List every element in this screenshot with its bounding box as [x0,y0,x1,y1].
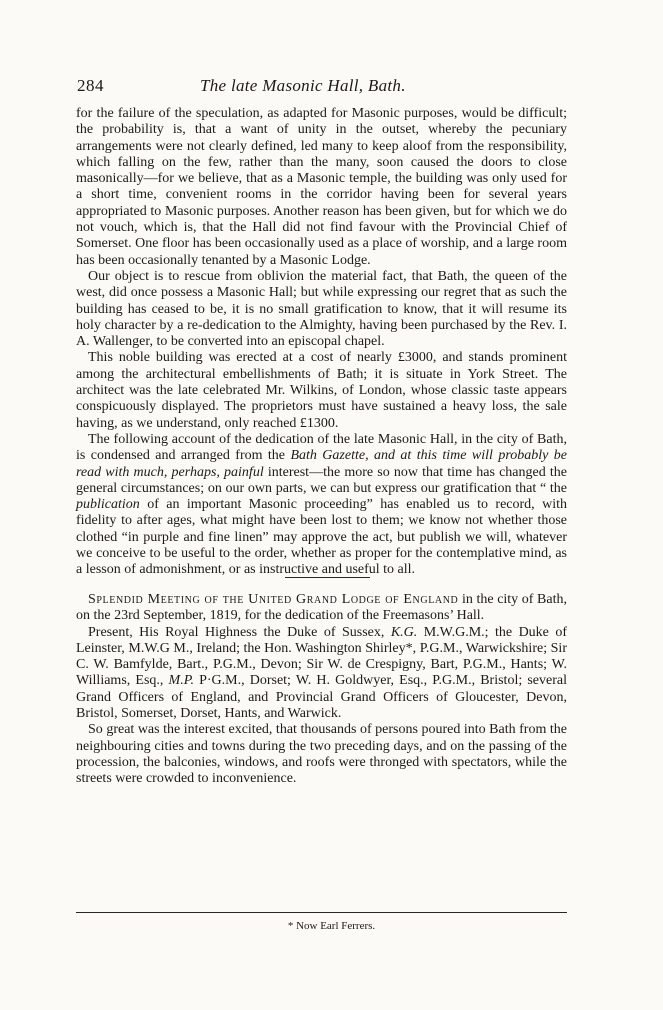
paragraph-5 [76,592,567,625]
text-block-lower [76,592,567,788]
paragraph-6-part-a: Present, His Royal Highness the Duke of Sussex, [88,624,391,640]
paragraph-6 [76,625,567,723]
paragraph-6-italic-2: M.P. [168,673,194,689]
paragraph-4-italic-2: and at this time will probably be read with much, perhaps, painful [76,448,567,480]
paragraph-6-italic-1: K.G. [390,624,418,640]
paragraph-2: Our object is to rescue from oblivion the material fact, that Bath, the queen of the west, did once possess a Masonic Hall; but while expressing our regret that as such the building has ceased to be, it is no small gratification to know, that it will resume its holy character by a re-dedication to the Almighty, having been purchased by the Rev. I. A. Wallenger, to be converted into an episcopal chapel. [76,268,567,350]
section-heading: Splendid Meeting of the United Grand Lodge of England [88,592,459,607]
running-head: The late Masonic Hall, Bath. [200,76,406,95]
paragraph-5-rest: in the city of Bath, on the 23rd September, 1819, for the dedication of the Freemasons’ Hall. [76,592,567,624]
paragraph-4 [76,432,567,579]
text-block-upper [76,106,567,579]
paragraph-4-part-a: The following account of the dedication of the late Masonic Hall, in the city of Bath, is condensed and arranged from the [76,431,567,464]
page-header [0,76,663,100]
paragraph-1: for the failure of the speculation, as adapted for Masonic purposes, would be difficult; the probability is, that a want of unity in the outset, whereby the pecuniary arrangements were not clearly defined, led many to keep aloof from the responsibility, which falling on the few, rather than the many, soon caused the doors to close masonically—for we believe, that as a Masonic temple, the building was only used for a short time, convenient rooms in the corridor having been for several years appropriated to Masonic purposes. Another reason has been given, but for which we do not vouch, which is, that the Hall did not find favour with the Provincial Chief of Somerset. One floor has been occasionally used as a place of worship, and a large room has been occasionally tenanted by a Masonic Lodge. [76,106,567,268]
paragraph-4-part-d: of an important Masonic proceeding” has enabled us to record, with fidelity to after ages, what might have been lost to them; we know not whether those clothed “in purple and fine linen” may approve the act, but publish we will, whatever we conceive to be useful to the order, whether as proper for the contemplative mind, as a lesson of admonishment, or as instructive and useful to all. [76,497,567,578]
paragraph-4-italic-3: publication [76,497,140,513]
paragraph-6-part-b: M.W.G.M.; the Duke of Leinster, M.W.G M., Ireland; the Hon. Washington Shirley*, P.G.M., Warwickshire; Sir C. W. Bamfylde, Bart., P.G.M., Devon; Sir W. de Crespigny, Bart, P.G.M., Hants; W. Williams, Esq., [76,624,568,689]
paragraph-4-italic-1: Bath Gazette, [290,448,369,464]
paragraph-4-part-c: interest—the more so now that time has changed the general circumstances; on our own parts, we can but express our gratification that “ the [76,464,567,496]
footnote-rule [76,912,567,913]
footnote: * Now Earl Ferrers. [287,920,376,932]
paragraph-3: This noble building was erected at a cost of nearly £3000, and stands prominent among the architectural embellishments of Bath; it is situate in York Street. The architect was the late celebrated Mr. Wilkins, of London, whose classic taste appears conspicuously displayed. The proprietors must have sustained a heavy loss, the sale having, as we understand, only reached £1300. [76,350,567,431]
paragraph-6-part-c: P·G.M., Dorset; W. H. Goldwyer, Esq., P.G.M., Bristol; several Grand Officers of England, and Provincial Grand Officers of Gloucester, Devon, Bristol, Somerset, Dorset, Hants, and Warwick. [76,673,568,722]
page-number: 284 [77,76,104,95]
section-divider [285,577,370,578]
paragraph-7: So great was the interest excited, that thousands of persons poured into Bath from the neighbouring cities and towns during the two preceding days, and on the passing of the procession, the balconies, windows, and roofs were thronged with spectators, while the streets were crowded to inconvenience. [76,722,567,787]
